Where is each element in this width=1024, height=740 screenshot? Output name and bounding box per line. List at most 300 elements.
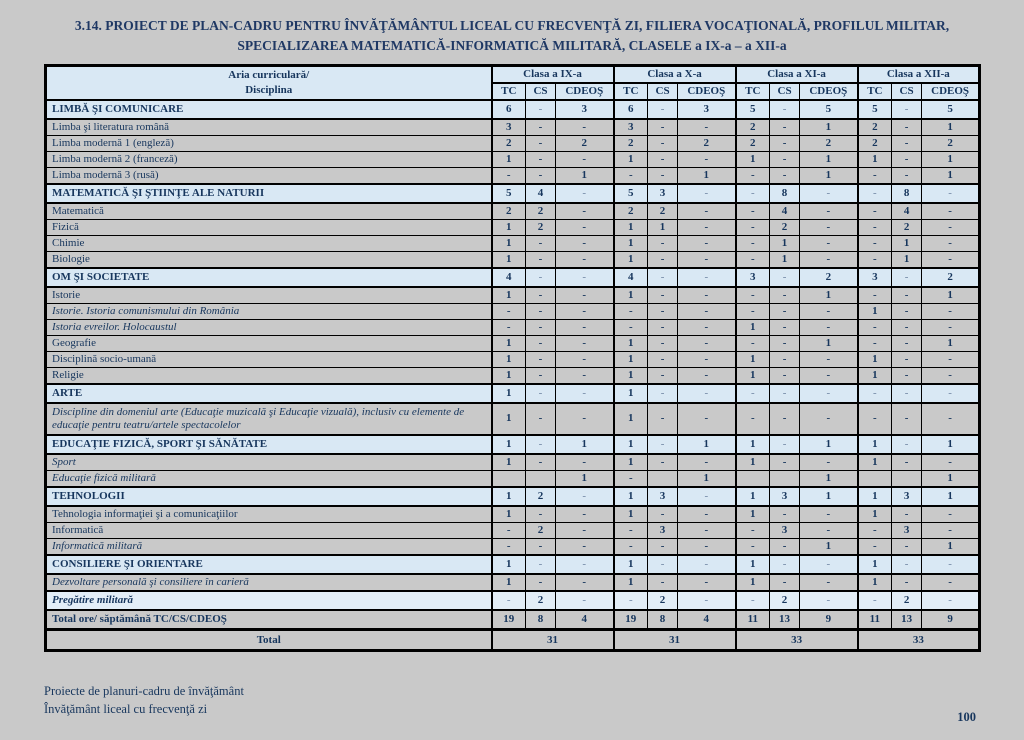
column-header-class-group: Clasa a X-a (614, 65, 736, 83)
hours-cell: 1 (892, 235, 922, 251)
hours-cell: - (770, 367, 800, 384)
discipline-label: Sport (46, 454, 492, 471)
hours-cell: - (922, 219, 980, 235)
discipline-label: Informatică (46, 522, 492, 538)
hours-cell: - (526, 100, 556, 119)
hours-cell: - (858, 522, 892, 538)
hours-cell: - (800, 203, 858, 220)
hours-cell: 1 (736, 454, 770, 471)
hours-cell: 3 (648, 487, 678, 506)
hours-cell: - (800, 319, 858, 335)
discipline-label: Biologie (46, 251, 492, 268)
hours-cell: 1 (492, 151, 526, 167)
subcolumn-header: CS (648, 83, 678, 100)
hours-cell: - (556, 555, 614, 574)
hours-cell: - (736, 335, 770, 351)
discipline-label: Istorie. Istoria comunismului din România (46, 303, 492, 319)
title-line-2: SPECIALIZAREA MATEMATICĂ-INFORMATICĂ MILITARĂ, CLASELE a IX-a – a XII-a (237, 38, 787, 54)
hours-cell: - (526, 384, 556, 403)
hours-cell: - (526, 268, 556, 287)
hours-cell: - (736, 203, 770, 220)
discipline-label: Religie (46, 367, 492, 384)
hours-cell: 1 (800, 167, 858, 184)
hours-cell: 5 (736, 100, 770, 119)
hours-cell: - (556, 367, 614, 384)
hours-cell: 2 (736, 135, 770, 151)
hours-cell: 1 (614, 219, 648, 235)
title-line-1: 3.14. PROIECT DE PLAN-CADRU PENTRU ÎNVĂŢĂMÂNTUL LICEAL CU FRECVENŢĂ ZI, FILIERA VOCAŢIONALĂ, PROFILUL MILITAR, (74, 18, 950, 33)
hours-cell: - (892, 538, 922, 555)
table-row (46, 610, 980, 630)
category-row (46, 555, 980, 574)
subcolumn-header: CDEOŞ (800, 83, 858, 100)
hours-cell: 1 (492, 403, 526, 435)
hours-cell: 1 (736, 151, 770, 167)
hours-cell: 1 (614, 335, 648, 351)
table-row (46, 335, 980, 351)
hours-cell: - (526, 403, 556, 435)
hours-cell: - (858, 219, 892, 235)
hours-cell: - (614, 591, 648, 610)
hours-cell: - (770, 435, 800, 454)
hours-cell: - (556, 287, 614, 304)
hours-cell: - (678, 538, 736, 555)
hours-cell: - (770, 574, 800, 591)
hours-cell: 3 (858, 268, 892, 287)
hours-cell: 1 (556, 470, 614, 487)
hours-cell: 3 (770, 522, 800, 538)
hours-cell: - (770, 268, 800, 287)
hours-cell: - (736, 384, 770, 403)
hours-cell: 1 (614, 235, 648, 251)
hours-cell: - (526, 251, 556, 268)
hours-cell: - (614, 470, 648, 487)
hours-cell: - (858, 538, 892, 555)
hours-cell: - (892, 335, 922, 351)
hours-cell: 1 (800, 335, 858, 351)
hours-cell: - (492, 303, 526, 319)
hours-cell: - (770, 351, 800, 367)
hours-cell: - (770, 454, 800, 471)
hours-cell: 2 (614, 203, 648, 220)
discipline-label: Discipline din domeniul arte (Educaţie muzicală şi Educaţie vizuală), inclusiv cu elemente de educaţie pentru teatru/artele spectacolelor (46, 403, 492, 435)
subcolumn-header: TC (614, 83, 648, 100)
hours-cell: - (858, 235, 892, 251)
hours-cell: - (678, 319, 736, 335)
grand-total-label: Total (46, 629, 492, 650)
hours-cell: 1 (492, 335, 526, 351)
table-row (46, 287, 980, 304)
hours-cell: - (648, 319, 678, 335)
hours-cell: 1 (678, 167, 736, 184)
hours-cell: - (678, 591, 736, 610)
hours-cell: - (678, 119, 736, 136)
hours-cell: 1 (800, 287, 858, 304)
hours-cell: 1 (614, 435, 648, 454)
hours-cell: - (892, 303, 922, 319)
hours-cell: 1 (492, 454, 526, 471)
hours-cell: - (800, 555, 858, 574)
hours-cell: - (858, 403, 892, 435)
hours-cell: - (556, 384, 614, 403)
hours-cell: 1 (858, 303, 892, 319)
table-row (46, 470, 980, 487)
table-row (46, 367, 980, 384)
hours-cell: 13 (892, 610, 922, 630)
hours-cell: 1 (800, 538, 858, 555)
hours-cell: - (526, 435, 556, 454)
hours-cell: 1 (492, 367, 526, 384)
hours-cell: - (892, 287, 922, 304)
hours-cell: 2 (770, 219, 800, 235)
hours-cell: 3 (614, 119, 648, 136)
hours-cell: 2 (892, 591, 922, 610)
hours-cell: - (736, 219, 770, 235)
hours-cell: 1 (614, 555, 648, 574)
discipline-label: Fizică (46, 219, 492, 235)
hours-cell: - (556, 591, 614, 610)
hours-cell: - (922, 506, 980, 523)
column-header-class-group: Clasa a IX-a (492, 65, 614, 83)
table-row (46, 403, 980, 435)
hours-cell: - (556, 487, 614, 506)
hours-cell: - (800, 303, 858, 319)
hours-cell: 8 (648, 610, 678, 630)
hours-cell: 1 (614, 506, 648, 523)
subcolumn-header: TC (492, 83, 526, 100)
hours-cell: - (858, 319, 892, 335)
hours-cell: 1 (614, 487, 648, 506)
hours-cell: 1 (736, 367, 770, 384)
grand-total-value: 33 (736, 629, 858, 650)
hours-cell: 1 (736, 487, 770, 506)
hours-cell: - (556, 335, 614, 351)
table-row (46, 351, 980, 367)
hours-cell: - (526, 555, 556, 574)
hours-cell: - (678, 522, 736, 538)
hours-cell: 2 (858, 119, 892, 136)
hours-cell: - (800, 367, 858, 384)
hours-cell: - (922, 319, 980, 335)
hours-cell: - (678, 335, 736, 351)
table-row (46, 538, 980, 555)
table-row (46, 167, 980, 184)
hours-cell: 1 (922, 335, 980, 351)
subcolumn-header: CS (892, 83, 922, 100)
hours-cell: 1 (922, 487, 980, 506)
hours-cell: - (770, 319, 800, 335)
grand-total-value: 33 (858, 629, 980, 650)
hours-cell: 1 (858, 506, 892, 523)
hours-cell: - (556, 454, 614, 471)
column-header-discipline (46, 65, 492, 100)
hours-cell: - (556, 351, 614, 367)
discipline-label: Matematică (46, 203, 492, 220)
hours-cell: - (736, 403, 770, 435)
hours-cell: - (556, 235, 614, 251)
hours-cell: 2 (526, 219, 556, 235)
hours-cell: 1 (858, 454, 892, 471)
discipline-label: Limba şi literatura română (46, 119, 492, 136)
hours-cell: 1 (556, 167, 614, 184)
hours-cell: 1 (922, 538, 980, 555)
category-row (46, 487, 980, 506)
hours-cell: 4 (614, 268, 648, 287)
hours-cell: - (648, 119, 678, 136)
hours-cell: - (922, 251, 980, 268)
hours-cell: - (736, 251, 770, 268)
hours-cell: 4 (556, 610, 614, 630)
hours-cell: 2 (678, 135, 736, 151)
hours-cell: - (800, 506, 858, 523)
hours-cell: - (770, 303, 800, 319)
table-row (46, 522, 980, 538)
hours-cell: - (678, 151, 736, 167)
hours-cell: - (526, 167, 556, 184)
discipline-label: CONSILIERE ŞI ORIENTARE (46, 555, 492, 574)
table-row (46, 235, 980, 251)
hours-cell: - (736, 303, 770, 319)
hours-cell: 1 (922, 470, 980, 487)
hours-cell: - (922, 367, 980, 384)
hours-cell: 2 (892, 219, 922, 235)
category-row (46, 184, 980, 203)
hours-cell: 5 (922, 100, 980, 119)
hours-cell: 13 (770, 610, 800, 630)
discipline-label: Istorie (46, 287, 492, 304)
hours-cell: - (736, 235, 770, 251)
discipline-label: Disciplină socio-umană (46, 351, 492, 367)
hours-cell: 1 (736, 506, 770, 523)
hours-cell: 2 (858, 135, 892, 151)
hours-cell: 1 (922, 167, 980, 184)
hours-cell: 1 (614, 384, 648, 403)
hours-cell: - (892, 454, 922, 471)
hours-cell: - (736, 184, 770, 203)
hours-cell: - (678, 367, 736, 384)
hours-cell: 1 (556, 435, 614, 454)
hours-cell: 3 (678, 100, 736, 119)
hours-cell: - (648, 251, 678, 268)
hours-cell: - (648, 538, 678, 555)
footer-line-1: Proiecte de planuri-cadru de învăţământ (44, 684, 244, 698)
corner-header-line: Disciplina (245, 83, 293, 96)
hours-cell: 1 (922, 119, 980, 136)
hours-cell: 8 (770, 184, 800, 203)
hours-cell: - (492, 319, 526, 335)
footer-notes (44, 682, 244, 718)
discipline-label: Pregătire militară (46, 591, 492, 610)
hours-cell: 1 (892, 251, 922, 268)
hours-cell: - (892, 384, 922, 403)
hours-cell (648, 470, 678, 487)
hours-cell: 2 (648, 591, 678, 610)
footer-line-2: Învăţământ liceal cu frecvenţă zi (44, 702, 208, 717)
hours-cell: - (648, 335, 678, 351)
hours-cell: - (678, 506, 736, 523)
hours-cell: - (892, 506, 922, 523)
hours-cell: - (556, 574, 614, 591)
hours-cell: - (800, 384, 858, 403)
hours-cell: - (648, 303, 678, 319)
hours-cell: - (526, 235, 556, 251)
hours-cell: 6 (492, 100, 526, 119)
hours-cell: - (678, 219, 736, 235)
hours-cell: 1 (492, 235, 526, 251)
hours-cell: 4 (678, 610, 736, 630)
hours-cell: 1 (614, 287, 648, 304)
hours-cell: - (892, 151, 922, 167)
hours-cell: - (648, 100, 678, 119)
hours-cell: 4 (892, 203, 922, 220)
hours-cell: - (648, 167, 678, 184)
hours-cell: - (892, 167, 922, 184)
table-body (46, 100, 980, 651)
hours-cell: - (922, 351, 980, 367)
hours-cell: 1 (614, 351, 648, 367)
hours-cell: 5 (800, 100, 858, 119)
category-row (46, 435, 980, 454)
hours-cell: - (858, 287, 892, 304)
category-row (46, 384, 980, 403)
hours-cell: - (800, 591, 858, 610)
discipline-label: Limba modernă 3 (rusă) (46, 167, 492, 184)
hours-cell: - (556, 151, 614, 167)
subcolumn-header: CDEOŞ (678, 83, 736, 100)
hours-cell: - (770, 100, 800, 119)
hours-cell: - (736, 167, 770, 184)
hours-cell: 4 (770, 203, 800, 220)
hours-cell: - (678, 268, 736, 287)
hours-cell: 1 (858, 555, 892, 574)
table-row (46, 574, 980, 591)
table-row (46, 219, 980, 235)
hours-cell: - (800, 403, 858, 435)
hours-cell: - (892, 435, 922, 454)
category-row (46, 100, 980, 119)
hours-cell: 3 (556, 100, 614, 119)
hours-cell: 2 (800, 135, 858, 151)
hours-cell: 11 (736, 610, 770, 630)
discipline-label: Limba modernă 2 (franceză) (46, 151, 492, 167)
table-header (46, 65, 980, 100)
hours-cell: 1 (648, 219, 678, 235)
hours-cell: - (648, 403, 678, 435)
hours-cell: 1 (858, 351, 892, 367)
discipline-label: OM ŞI SOCIETATE (46, 268, 492, 287)
hours-cell: - (492, 591, 526, 610)
hours-cell: 3 (770, 487, 800, 506)
hours-cell: - (556, 303, 614, 319)
hours-cell: - (858, 251, 892, 268)
hours-cell: - (556, 119, 614, 136)
subcolumn-header: CDEOŞ (556, 83, 614, 100)
hours-cell: 5 (492, 184, 526, 203)
hours-cell: - (800, 454, 858, 471)
hours-cell: 1 (492, 555, 526, 574)
hours-cell: 1 (492, 351, 526, 367)
hours-cell (770, 470, 800, 487)
discipline-label: Educaţie fizică militară (46, 470, 492, 487)
hours-cell: 2 (492, 135, 526, 151)
page-number: 100 (957, 710, 976, 724)
hours-cell: - (770, 335, 800, 351)
hours-cell: - (526, 574, 556, 591)
hours-cell (858, 470, 892, 487)
hours-cell: - (922, 403, 980, 435)
hours-cell: - (492, 167, 526, 184)
hours-cell: - (858, 167, 892, 184)
hours-cell: - (614, 303, 648, 319)
hours-cell: 1 (736, 555, 770, 574)
hours-cell: - (526, 303, 556, 319)
hours-cell: - (736, 287, 770, 304)
hours-cell: 2 (770, 591, 800, 610)
hours-cell: - (648, 351, 678, 367)
hours-cell: 1 (800, 151, 858, 167)
hours-cell: 1 (614, 367, 648, 384)
hours-cell: 2 (922, 268, 980, 287)
hours-cell: - (770, 135, 800, 151)
hours-cell: - (678, 351, 736, 367)
hours-cell: 1 (736, 319, 770, 335)
hours-cell: - (678, 203, 736, 220)
hours-cell: - (858, 384, 892, 403)
hours-cell: - (858, 591, 892, 610)
hours-cell: 1 (736, 574, 770, 591)
hours-cell: - (922, 303, 980, 319)
corner-header-line: Aria curriculară/ (228, 68, 310, 81)
hours-cell: - (770, 538, 800, 555)
hours-cell: - (648, 574, 678, 591)
hours-cell: 2 (526, 487, 556, 506)
hours-cell: - (922, 522, 980, 538)
hours-cell: 1 (922, 287, 980, 304)
hours-cell: - (648, 506, 678, 523)
category-row (46, 268, 980, 287)
hours-cell: - (800, 251, 858, 268)
subcolumn-header: CS (526, 83, 556, 100)
hours-cell: - (922, 574, 980, 591)
hours-cell: 1 (614, 574, 648, 591)
hours-cell: - (922, 203, 980, 220)
hours-cell: - (526, 287, 556, 304)
hours-cell: 1 (858, 367, 892, 384)
hours-cell: 2 (736, 119, 770, 136)
hours-cell: - (736, 522, 770, 538)
hours-cell: - (922, 454, 980, 471)
hours-cell: 1 (858, 574, 892, 591)
hours-cell: - (556, 538, 614, 555)
hours-cell: - (922, 591, 980, 610)
hours-cell: - (648, 435, 678, 454)
hours-cell: - (770, 403, 800, 435)
hours-cell: 1 (800, 487, 858, 506)
hours-cell: - (526, 119, 556, 136)
hours-cell: - (858, 184, 892, 203)
table-row (46, 319, 980, 335)
subcolumn-header: CDEOŞ (922, 83, 980, 100)
discipline-label: Tehnologia informaţiei şi a comunicaţiilor (46, 506, 492, 523)
hours-cell: 3 (648, 522, 678, 538)
hours-cell: 9 (800, 610, 858, 630)
hours-cell: 1 (922, 435, 980, 454)
hours-cell: - (526, 506, 556, 523)
discipline-label: MATEMATICĂ ŞI ŞTIINŢE ALE NATURII (46, 184, 492, 203)
hours-cell (892, 470, 922, 487)
hours-cell: - (526, 538, 556, 555)
hours-cell: - (556, 184, 614, 203)
